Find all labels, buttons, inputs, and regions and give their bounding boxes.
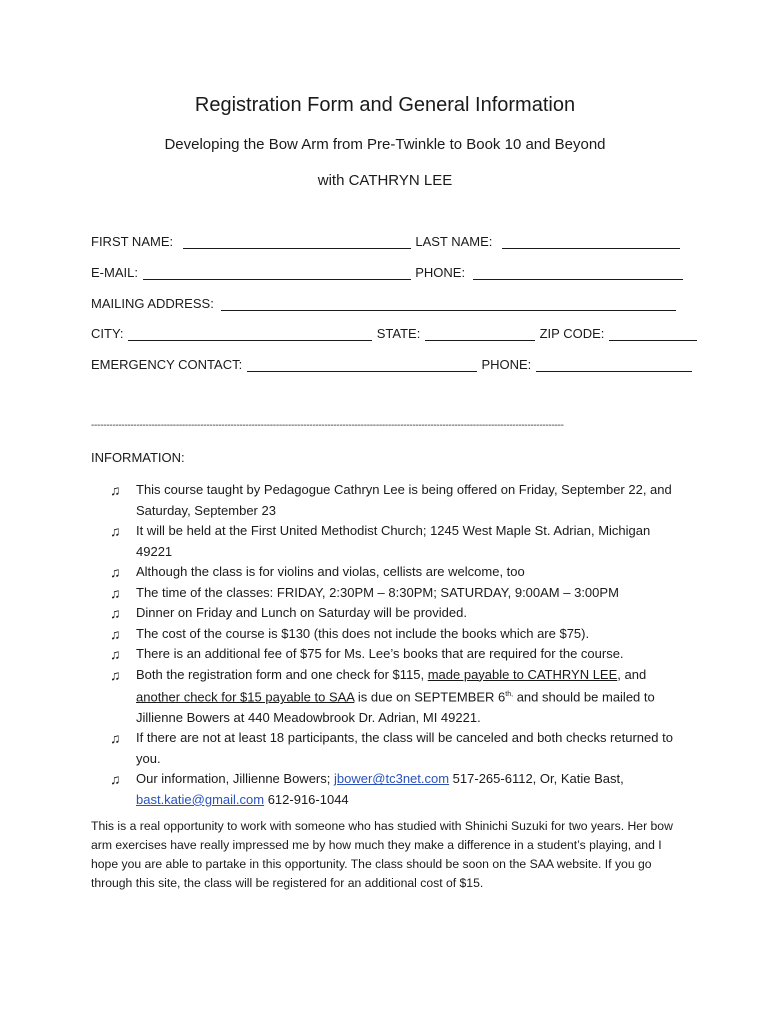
information-heading: INFORMATION: [91,450,185,465]
section-divider: ------------------------------------------------------------------------------------------------------------------------------------------------------------ [91,420,564,431]
course-subtitle: Developing the Bow Arm from Pre-Twinkle to Book 10 and Beyond [164,136,606,153]
state-label: STATE: [376,326,421,341]
phone-field[interactable] [473,265,683,280]
music-note-icon: ♫ [110,482,121,498]
instructor-line: with CATHRYN LEE [317,172,453,189]
first-name-label: FIRST NAME: [91,234,174,249]
emergency-phone-label: PHONE: [481,357,532,372]
email-field[interactable] [143,265,411,280]
music-note-icon: ♫ [110,564,121,580]
phone-label: PHONE: [415,265,466,280]
music-note-icon: ♫ [110,625,121,642]
music-note-icon: ♫ [110,605,121,621]
last-name-label: LAST NAME: [415,234,493,249]
email-link-bast[interactable]: bast.katie@gmail.com [136,791,265,807]
first-name-field[interactable] [183,234,411,249]
emergency-phone-field[interactable] [536,357,692,372]
zip-field[interactable] [609,326,697,341]
city-row [91,326,698,341]
music-note-icon: ♫ [110,584,121,601]
music-note-icon: ♫ [110,771,121,788]
music-note-icon: ♫ [110,666,121,683]
emergency-contact-label: EMERGENCY CONTACT: [91,357,243,372]
payable-saa: another check for $15 payable to SAA [136,689,355,705]
mailing-address-label: MAILING ADDRESS: [91,296,214,311]
list-item: ♫ Dinner on Friday and Lunch on Saturday will be provided. [110,603,680,624]
music-note-icon: ♫ [110,730,121,747]
payable-cathryn-lee: made payable to CATHRYN LEE [427,666,618,682]
music-note-icon: ♫ [110,646,121,662]
mailing-address-field[interactable] [221,296,676,311]
city-field[interactable] [128,326,372,341]
last-name-field[interactable] [502,234,680,249]
state-field[interactable] [425,326,535,341]
list-item: ♫ Although the class is for violins and violas, cellists are welcome, too [110,562,680,583]
music-note-icon: ♫ [110,523,121,539]
emergency-contact-field[interactable] [247,357,477,372]
emergency-row [91,357,693,372]
page-title: Registration Form and General Information [194,94,576,116]
email-link-jbower[interactable]: jbower@tc3net.com [333,771,450,787]
list-item: ♫ The cost of the course is $130 (this does not include the books which are $75). [110,624,680,645]
list-item: ♫ If there are not at least 18 participants, the class will be canceled and both checks returned to you. [110,730,673,766]
address-row [91,296,677,311]
list-item: ♫ This course taught by Pedagogue Cathryn Lee is being offered on Friday, September 22, and Saturday, September 23 [110,482,672,518]
list-item: ♫ There is an additional fee of $75 for Ms. Lee’s books that are required for the course. [110,644,680,665]
list-item: ♫ The time of the classes: FRIDAY, 2:30PM – 8:30PM; SATURDAY, 9:00AM – 3:00PM [110,583,680,604]
email-row [91,265,684,280]
list-item: ♫ Our information, Jillienne Bowers; jbower@tc3net.com 517-265-6112, Or, Katie Bast, bast.katie@gmail.com 612-916-1044 [110,771,624,807]
zip-label: ZIP CODE: [539,326,605,341]
list-item: ♫ Both the registration form and one check for $115, made payable to CATHRYN LEE, and another check for $15 payable to SAA is due on SEPTEMBER $6^{th,}$ and should be mailed to Jillienne Bowers at 440 Meadowbrook Dr. Adrian, MI 49221. [110,666,655,725]
closing-paragraph: This is a real opportunity to work with someone who has studied with Shinichi Suzuki for two years. Her bow arm exercises have really impressed me by how much they make a difference in a student’s playing, and I hope you are able to partake in this opportunity. The class should be soon on the SAA website. If you go through this site, the class will be registered for an additional cost of $15. [91,819,673,890]
email-label: E-MAIL: [91,265,138,280]
name-row [91,234,681,249]
information-list [110,480,680,810]
list-item: ♫ It will be held at the First United Methodist Church; 1245 West Maple St. Adrian, Michigan 49221 [110,523,651,559]
city-label: CITY: [91,326,124,341]
